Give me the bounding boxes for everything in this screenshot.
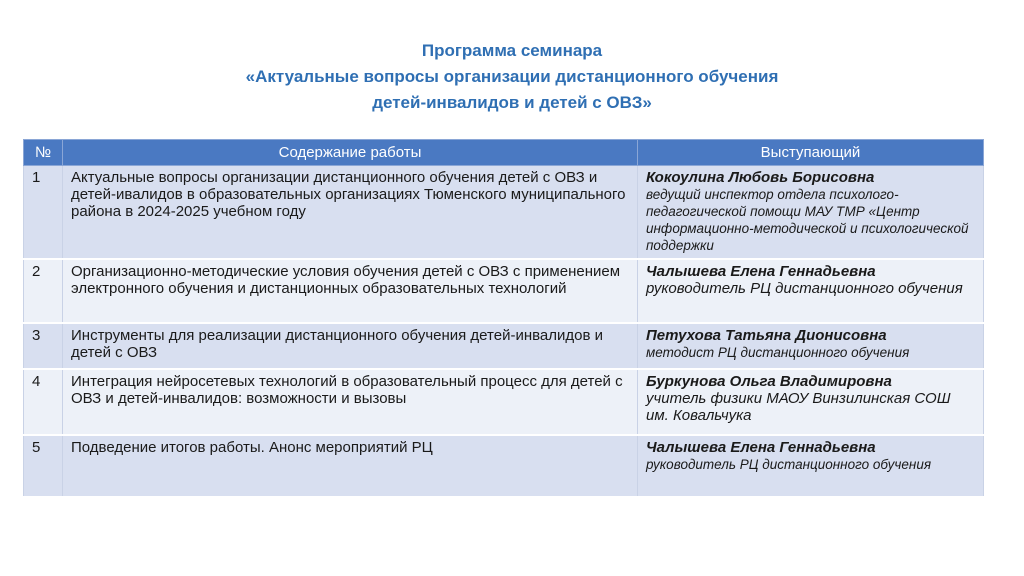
- table-row: [24, 369, 984, 435]
- row-speaker: [638, 166, 984, 260]
- seminar-program-table: [23, 139, 984, 498]
- title-line-2: «Актуальные вопросы организации дистанционного обучения: [245, 67, 779, 86]
- speaker-role: ведущий инспектор отдела психолого-педагогической помощи МАУ ТМР «Центр информационно-методической и психологической поддержки: [646, 187, 969, 253]
- header-num: №: [24, 140, 63, 166]
- speaker-role: методист РЦ дистанционного обучения: [646, 345, 910, 360]
- speaker-role: руководитель РЦ дистанционного обучения: [646, 280, 963, 297]
- table-row: [24, 166, 984, 260]
- speaker-name: Буркунова Ольга Владимировна: [646, 373, 892, 390]
- table-row: [24, 259, 984, 323]
- row-num: 3: [24, 323, 63, 369]
- row-content: Подведение итогов работы. Анонс мероприятий РЦ: [63, 435, 638, 497]
- header-content: Содержание работы: [63, 140, 638, 166]
- speaker-role: учитель физики МАОУ Винзилинская СОШ им. Ковальчука: [646, 390, 951, 424]
- speaker-name: Чалышева Елена Геннадьевна: [646, 439, 876, 456]
- row-content: Организационно-методические условия обучения детей с ОВЗ с применением электронного обучения и дистанционных образовательных технологий: [63, 259, 638, 323]
- title-line-1: Программа семинара: [421, 41, 603, 60]
- speaker-name: Кокоулина Любовь Борисовна: [646, 169, 875, 186]
- table-row: [24, 323, 984, 369]
- speaker-name: Петухова Татьяна Дионисовна: [646, 327, 887, 344]
- row-content: Актуальные вопросы организации дистанционного обучения детей с ОВЗ и детей-ивалидов в образовательных организациях Тюменского муниципального района в 2024-2025 учебном году: [63, 166, 638, 260]
- row-num: 2: [24, 259, 63, 323]
- row-speaker: [638, 323, 984, 369]
- row-num: 5: [24, 435, 63, 497]
- row-content: Инструменты для реализации дистанционного обучения детей-инвалидов и детей с ОВЗ: [63, 323, 638, 369]
- row-num: 1: [24, 166, 63, 260]
- row-num: 4: [24, 369, 63, 435]
- table-header-row: [24, 140, 984, 166]
- row-speaker: [638, 259, 984, 323]
- speaker-role: руководитель РЦ дистанционного обучения: [646, 457, 932, 472]
- speaker-name: Чалышева Елена Геннадьевна: [646, 263, 876, 280]
- row-content: Интеграция нейросетевых технологий в образовательный процесс для детей с ОВЗ и детей-инвалидов: возможности и вызовы: [63, 369, 638, 435]
- title-line-3: детей-инвалидов и детей с ОВЗ»: [372, 93, 652, 112]
- row-speaker: [638, 435, 984, 497]
- row-speaker: [638, 369, 984, 435]
- page-title: [0, 38, 1024, 116]
- table-row: [24, 435, 984, 497]
- header-speaker: Выступающий: [638, 140, 984, 166]
